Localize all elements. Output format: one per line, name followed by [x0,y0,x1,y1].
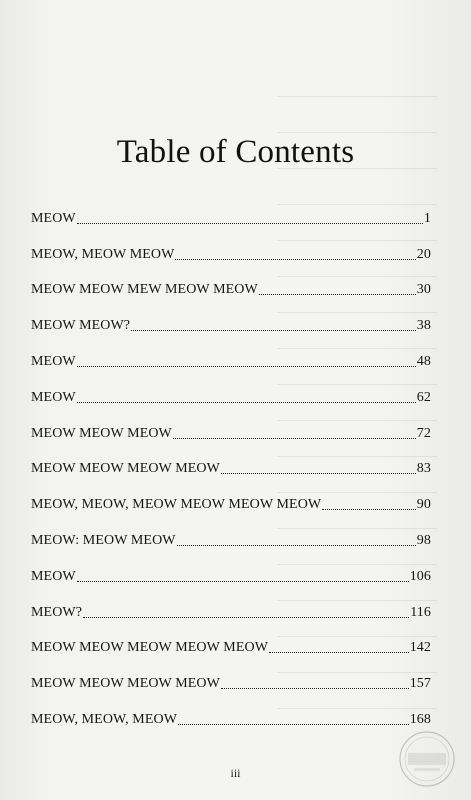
toc-entry-page: 48 [416,354,431,370]
toc-entry-title: MEOW MEOW MEOW MEOW [31,676,220,692]
dot-leader [178,723,409,725]
toc-entry-page: 62 [416,389,431,405]
toc-entry-title: MEOW MEOW? [31,318,131,334]
toc-entry [31,416,431,452]
toc-entry-page: 98 [416,533,431,549]
dot-leader [269,651,409,653]
toc-entry [31,308,431,344]
dot-leader [177,544,416,546]
page-number: iii [230,766,241,780]
toc-entry [31,201,431,237]
toc-entry-page: 30 [416,282,431,298]
toc-entry [31,523,431,559]
toc-entry-title: MEOW MEOW MEOW MEOW [31,461,220,477]
toc-entry [31,559,431,595]
toc-entry-title: MEOW: MEOW MEOW [31,533,176,549]
toc-entry-page: 142 [409,640,431,656]
dot-leader [221,472,416,474]
toc-entry [31,344,431,380]
toc-entry-page: 20 [416,246,431,262]
dot-leader [259,293,416,295]
toc-entry-title: MEOW [31,389,76,405]
toc-entry-title: MEOW [31,354,76,370]
dot-leader [131,329,416,331]
dot-leader [83,616,409,618]
toc-entry [31,452,431,488]
toc-entry-page: 116 [410,604,431,620]
dot-leader [175,258,415,260]
toc-entry-title: MEOW MEOW MEW MEOW MEOW [31,282,258,298]
toc-entry-page: 157 [409,676,431,692]
toc-entry-title: MEOW [31,210,76,226]
dot-leader [77,401,416,403]
dot-leader [221,687,409,689]
toc-entry-title: MEOW? [31,604,83,620]
toc-entry-page: 106 [409,568,431,584]
toc-entry-page: 72 [416,425,431,441]
toc-entry [31,273,431,309]
toc-entry [31,380,431,416]
toc-entry-title: MEOW [31,568,76,584]
library-stamp-seal [398,730,456,788]
toc-entry [31,666,431,702]
toc-entry-page: 90 [416,497,431,513]
dot-leader [77,365,416,367]
toc-entry-page: 1 [423,210,431,226]
toc-entry-page: 168 [409,712,431,728]
table-of-contents [31,201,431,738]
toc-entry [31,631,431,667]
toc-entry [31,237,431,273]
toc-entry-title: MEOW, MEOW MEOW [31,246,175,262]
page-title: Table of Contents [116,134,355,171]
dot-leader [173,437,416,439]
toc-entry [31,595,431,631]
toc-entry [31,702,431,738]
toc-entry-page: 83 [416,461,431,477]
toc-entry-title: MEOW, MEOW, MEOW [31,712,178,728]
toc-entry [31,487,431,523]
toc-entry-title: MEOW MEOW MEOW MEOW MEOW [31,640,269,656]
dot-leader [77,580,409,582]
toc-entry-page: 38 [416,318,431,334]
toc-entry-title: MEOW MEOW MEOW [31,425,172,441]
dot-leader [322,508,416,510]
toc-entry-title: MEOW, MEOW, MEOW MEOW MEOW MEOW [31,497,322,513]
dot-leader [77,222,423,224]
